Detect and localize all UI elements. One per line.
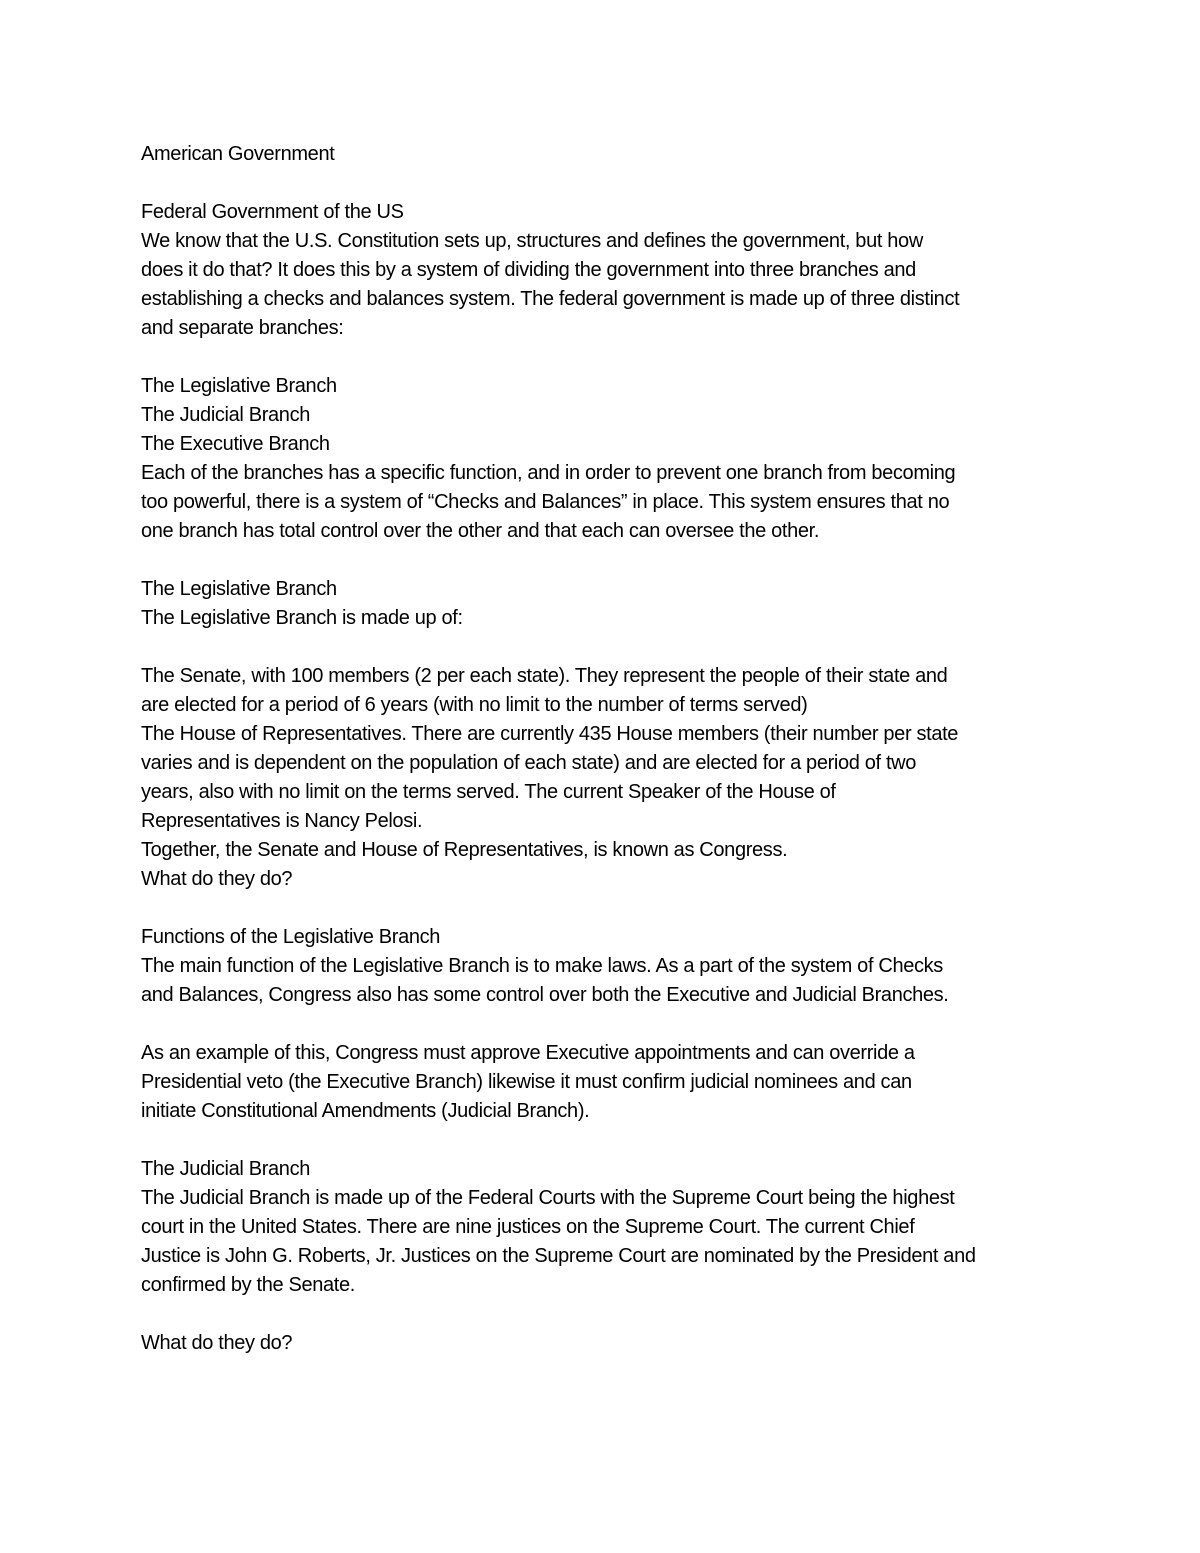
text-line: and Balances, Congress also has some control over both the Executive and Judicial Branches.: [141, 984, 949, 1006]
section-heading: Functions of the Legislative Branch: [141, 926, 441, 948]
text-line: The House of Representatives. There are currently 435 House members (their number per state: [141, 723, 959, 745]
document-title: American Government: [141, 143, 335, 165]
text-line: court in the United States. There are nine justices on the Supreme Court. The current Chief: [141, 1216, 915, 1238]
text-line: Justice is John G. Roberts, Jr. Justices on the Supreme Court are nominated by the President and: [141, 1245, 976, 1267]
text-line: confirmed by the Senate.: [141, 1274, 355, 1296]
text-line: The Senate, with 100 members (2 per each state). They represent the people of their state and: [141, 665, 948, 687]
list-item: The Judicial Branch: [141, 404, 310, 426]
text-line: We know that the U.S. Constitution sets up, structures and defines the government, but how: [141, 230, 923, 252]
text-line: What do they do?: [141, 1332, 293, 1354]
blank-line: [141, 343, 1061, 372]
text-line: What do they do?: [141, 868, 293, 890]
section-heading: The Judicial Branch: [141, 1158, 310, 1180]
text-line: Together, the Senate and House of Representatives, is known as Congress.: [141, 839, 788, 861]
text-line: varies and is dependent on the population of each state) and are elected for a period of two: [141, 752, 917, 774]
text-line: initiate Constitutional Amendments (Judicial Branch).: [141, 1100, 590, 1122]
blank-line: [141, 1126, 1061, 1155]
list-item: The Executive Branch: [141, 433, 330, 455]
text-line: As an example of this, Congress must approve Executive appointments and can override a: [141, 1042, 915, 1064]
text-line: The main function of the Legislative Branch is to make laws. As a part of the system of Checks: [141, 955, 943, 977]
text-line: and separate branches:: [141, 317, 344, 339]
text-line: The Judicial Branch is made up of the Federal Courts with the Supreme Court being the highest: [141, 1187, 955, 1209]
text-line: does it do that? It does this by a system of dividing the government into three branches and: [141, 259, 916, 281]
text-line: Each of the branches has a specific function, and in order to prevent one branch from becoming: [141, 462, 956, 484]
text-line: The Legislative Branch is made up of:: [141, 607, 463, 629]
text-line: are elected for a period of 6 years (with no limit to the number of terms served): [141, 694, 808, 716]
text-line: too powerful, there is a system of “Checks and Balances” in place. This system ensures that no: [141, 491, 950, 513]
blank-line: [141, 1300, 1061, 1329]
blank-line: [141, 894, 1061, 923]
blank-line: [141, 169, 1061, 198]
section-heading: Federal Government of the US: [141, 201, 404, 223]
blank-line: [141, 633, 1061, 662]
list-item: The Legislative Branch: [141, 375, 337, 397]
text-line: Presidential veto (the Executive Branch) likewise it must confirm judicial nominees and can: [141, 1071, 912, 1093]
blank-line: [141, 546, 1061, 575]
blank-line: [141, 1010, 1061, 1039]
section-heading: The Legislative Branch: [141, 578, 337, 600]
document-body: [141, 140, 1061, 1358]
text-line: years, also with no limit on the terms served. The current Speaker of the House of: [141, 781, 836, 803]
text-line: Representatives is Nancy Pelosi.: [141, 810, 423, 832]
text-line: one branch has total control over the other and that each can oversee the other.: [141, 520, 820, 542]
text-line: establishing a checks and balances system. The federal government is made up of three distinct: [141, 288, 960, 310]
